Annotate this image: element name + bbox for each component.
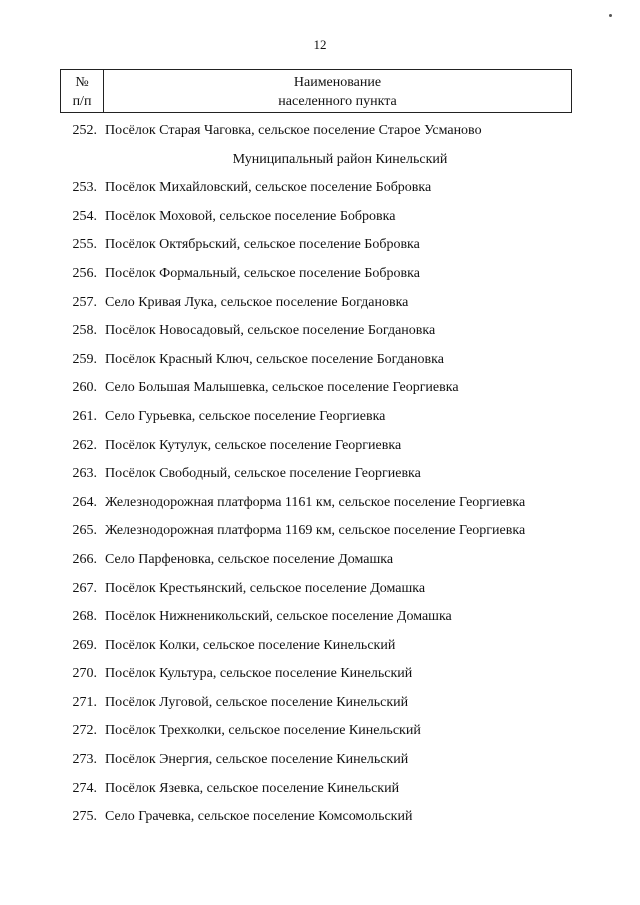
list-item — [0, 203, 640, 232]
list-item — [0, 174, 640, 203]
item-number: 265. — [72, 523, 97, 539]
item-number: 261. — [72, 408, 97, 424]
item-text: Посёлок Луговой, сельское поселение Кинельский — [105, 694, 409, 710]
list-item — [0, 432, 640, 461]
item-number: 268. — [72, 609, 97, 625]
settlement-list — [0, 117, 640, 832]
item-number: 262. — [72, 437, 97, 453]
item-number: 266. — [72, 551, 97, 567]
list-item — [0, 717, 640, 746]
list-item — [0, 289, 640, 318]
item-text: Село Гурьевка, сельское поселение Георгиевка — [105, 408, 386, 424]
item-text: Село Грачевка, сельское поселение Комсомольский — [105, 809, 413, 825]
item-text: Посёлок Энергия, сельское поселение Кинельский — [105, 752, 409, 768]
item-text: Посёлок Кутулук, сельское поселение Георгиевка — [105, 437, 402, 453]
list-item — [0, 746, 640, 775]
item-text: Посёлок Формальный, сельское поселение Бобровка — [105, 265, 420, 281]
item-number: 256. — [72, 265, 97, 281]
item-text: Посёлок Октябрьский, сельское поселение Бобровка — [105, 237, 420, 253]
item-text: Посёлок Свободный, сельское поселение Георгиевка — [105, 466, 421, 482]
list-item — [0, 603, 640, 632]
item-text: Посёлок Старая Чаговка, сельское поселение Старое Усманово — [105, 123, 482, 138]
list-item — [0, 546, 640, 575]
item-number: 259. — [72, 351, 97, 367]
item-text: Посёлок Язевка, сельское поселение Кинельский — [105, 780, 400, 796]
list-item — [0, 775, 640, 804]
section-title: Муниципальный район Кинельский — [232, 151, 448, 167]
table-header — [60, 69, 572, 113]
list-item — [0, 489, 640, 518]
list-item — [0, 346, 640, 375]
item-number: 264. — [72, 494, 97, 510]
list-item — [0, 803, 640, 832]
header-number-sublabel: п/п — [72, 94, 92, 109]
list-item — [0, 260, 640, 289]
item-number: 253. — [72, 180, 97, 196]
item-text: Село Большая Малышевка, сельское поселение Георгиевка — [105, 380, 459, 396]
item-number: 257. — [72, 294, 97, 310]
item-text: Железнодорожная платформа 1161 км, сельское поселение Георгиевка — [105, 494, 526, 510]
item-number: 272. — [72, 723, 97, 739]
item-text: Село Кривая Лука, сельское поселение Богдановка — [105, 294, 409, 310]
list-item — [0, 575, 640, 604]
item-text: Железнодорожная платформа 1169 км, сельское поселение Георгиевка — [105, 523, 526, 539]
list-item — [0, 517, 640, 546]
item-text: Посёлок Трехколки, сельское поселение Кинельский — [105, 723, 421, 739]
entries-container — [0, 174, 640, 832]
item-number: 260. — [72, 380, 97, 396]
item-number: 255. — [72, 237, 97, 253]
item-number: 273. — [72, 752, 97, 768]
item-number: 269. — [72, 637, 97, 653]
item-number: 267. — [72, 580, 97, 596]
item-text: Посёлок Колки, сельское поселение Кинельский — [105, 637, 396, 653]
item-text: Село Парфеновка, сельское поселение Домашка — [105, 551, 394, 567]
list-item — [0, 689, 640, 718]
list-item — [0, 231, 640, 260]
header-number-column — [61, 70, 104, 112]
list-item — [0, 460, 640, 489]
header-number-label: № — [75, 75, 89, 90]
header-name-sublabel: населенного пункта — [278, 94, 397, 109]
item-number: 271. — [72, 694, 97, 710]
header-name-label: Наименование — [293, 75, 382, 90]
item-text: Посёлок Моховой, сельское поселение Бобровка — [105, 208, 396, 224]
item-text: Посёлок Нижненикольский, сельское поселение Домашка — [105, 609, 452, 625]
list-item — [0, 117, 640, 146]
item-text: Посёлок Красный Ключ, сельское поселение Богдановка — [105, 351, 444, 367]
scan-artifact-dot — [609, 14, 612, 17]
item-text: Посёлок Культура, сельское поселение Кинельский — [105, 666, 413, 682]
list-item — [0, 632, 640, 661]
list-item — [0, 660, 640, 689]
item-number: 274. — [72, 780, 97, 796]
item-number: 254. — [72, 208, 97, 224]
item-number: 258. — [72, 323, 97, 339]
list-item — [0, 403, 640, 432]
item-text: Посёлок Михайловский, сельское поселение Бобровка — [105, 180, 432, 196]
item-number: 275. — [72, 809, 97, 825]
item-text: Посёлок Крестьянский, сельское поселение Домашка — [105, 580, 426, 596]
item-number: 263. — [72, 466, 97, 482]
page-number: 12 — [313, 37, 327, 52]
item-number: 270. — [72, 666, 97, 682]
item-text: Посёлок Новосадовый, сельское поселение Богдановка — [105, 323, 436, 339]
list-item — [0, 317, 640, 346]
header-name-column — [104, 70, 571, 112]
item-number: 252. — [72, 123, 97, 138]
list-item — [0, 374, 640, 403]
